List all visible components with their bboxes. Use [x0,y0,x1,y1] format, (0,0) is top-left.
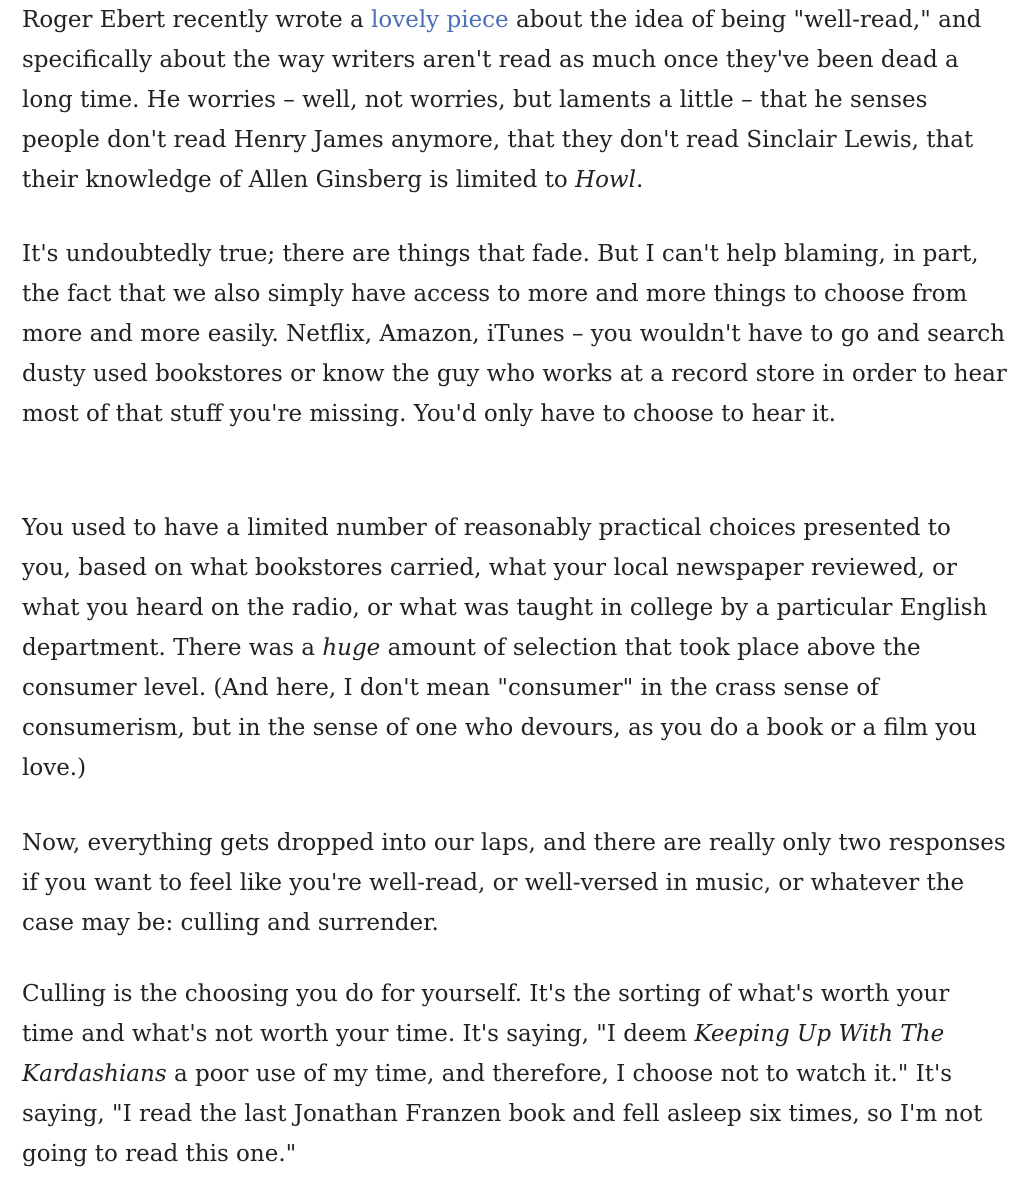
paragraph-5-text-end: a poor use of my time, and therefore, I choose not to watch it." It's saying, "I read the last Jonathan Franzen book and fell asleep six times, so I'm not going to read this one." [22,1061,983,1167]
paragraph-3-text-end: amount of selection that took place above the consumer level. (And here, I don't mean "consumer" in the crass sense of consumerism, but in the sense of one who devours, as you do a book or a film you love.) [22,635,977,781]
paragraph-2: It's undoubtedly true; there are things that fade. But I can't help blaming, in part, the fact that we also simply have access to more and more things to choose from more and more easily. Netflix, Amazon, iTunes – you wouldn't have to go and search dusty used bookstores or know the guy who works at a record store in order to hear most of that stuff you're missing. You'd only have to choose to hear it. [22,241,1007,427]
paragraph-1-text-middle: about the idea of being "well-read," and specifically about the way writers aren't read as much once they've been dead a long time. He worries – well, not worries, but laments a little – that he senses people don't read Henry James anymore, that they don't read Sinclair Lewis, that their knowledge of Allen Ginsberg is limited to [22,7,982,193]
paragraph-1-text-end: . [635,167,644,193]
paragraph-5 [22,974,1007,1174]
paragraph-4: Now, everything gets dropped into our laps, and there are really only two responses if you want to feel like you're well-read, or well-versed in music, or whatever the case may be: culling and surrender. [22,830,1006,936]
paragraph-1 [22,0,1007,200]
kardashians-title: Keeping Up With The Kardashians [22,1021,945,1087]
paragraph-3-text-start: You used to have a limited number of reasonably practical choices presented to you, based on what bookstores carried, what your local newspaper reviewed, or what you heard on the radio, or what was taught in college by a particular English department. There was a [22,515,988,661]
huge-emphasis: huge [322,635,381,661]
lovely-piece-link[interactable]: lovely piece [371,7,509,33]
paragraph-1-text-start: Roger Ebert recently wrote a [22,7,372,33]
howl-title: Howl [575,167,636,193]
paragraph-5-text-start: Culling is the choosing you do for yourself. It's the sorting of what's worth your time and what's not worth your time. It's saying, "I deem [22,981,950,1047]
paragraph-3 [22,508,1007,788]
